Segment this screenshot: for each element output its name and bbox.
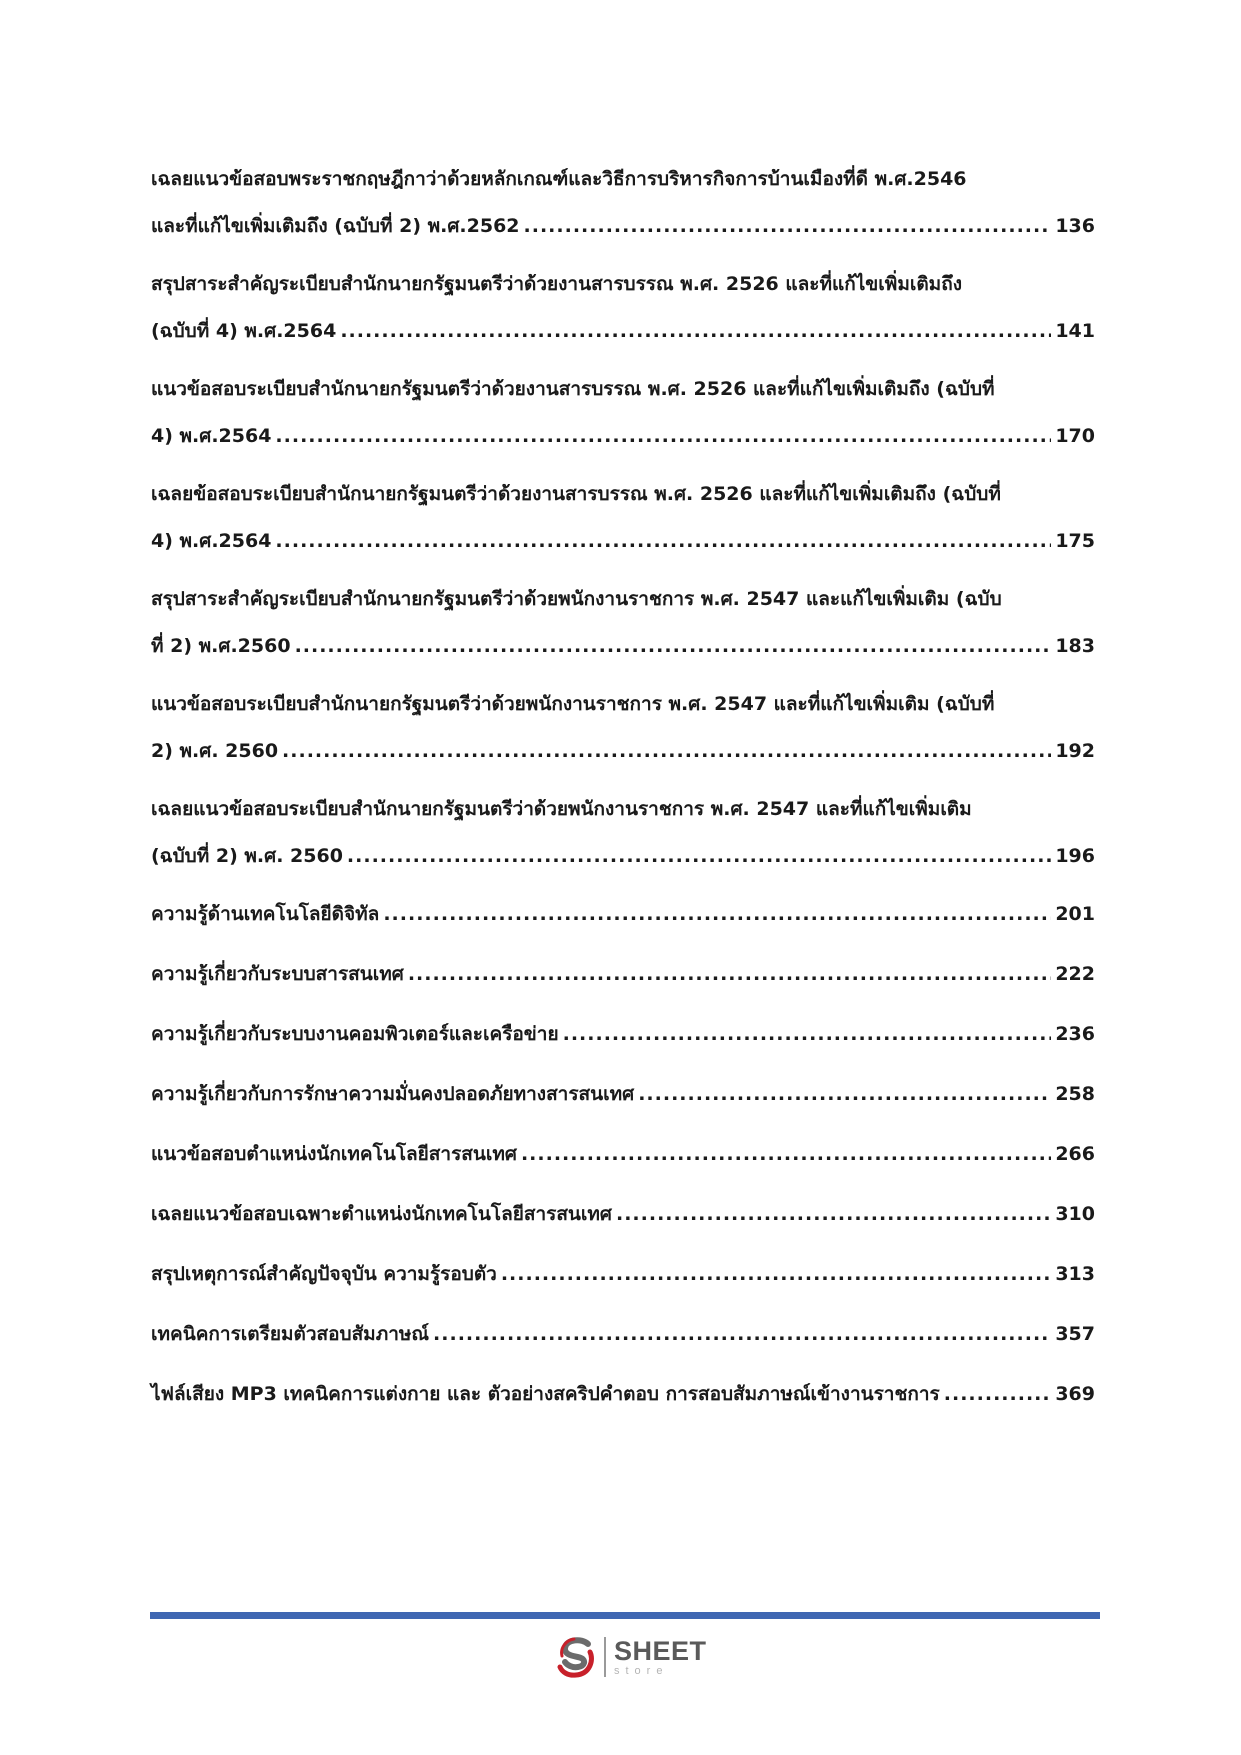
toc-entry[interactable] [151,156,1095,250]
toc-page-number: 196 [1055,845,1095,867]
sheet-store-s-icon [554,1634,600,1680]
toc-page-number: 266 [1055,1143,1095,1165]
toc-entry-title: ความรู้เกี่ยวกับระบบงานคอมพิวเตอร์และเครือข่าย [151,1023,559,1045]
dot-leader [340,308,1051,355]
toc-page-number: 357 [1055,1323,1095,1345]
toc-entry[interactable] [151,1071,1095,1118]
toc-entry[interactable] [151,951,1095,998]
toc-page-number: 192 [1055,740,1095,762]
toc-entry-title-cont: และที่แก้ไขเพิ่มเติมถึง (ฉบับที่ 2) พ.ศ.2562 [151,215,520,237]
dot-leader [408,951,1052,998]
toc-entry-title: แนวข้อสอบตำแหน่งนักเทคโนโลยีสารสนเทศ [151,1143,517,1165]
toc-entry-title-cont: 4) พ.ศ.2564 [151,530,272,552]
toc-entry[interactable] [151,1251,1095,1298]
toc-entry-title-cont: ที่ 2) พ.ศ.2560 [151,635,291,657]
toc-page-number: 313 [1055,1263,1095,1285]
toc-page-number: 136 [1055,215,1095,237]
toc-page-number: 310 [1055,1203,1095,1225]
toc-entry[interactable] [151,786,1095,880]
toc-entry-title: แนวข้อสอบระเบียบสำนักนายกรัฐมนตรีว่าด้วยพนักงานราชการ พ.ศ. 2547 และที่แก้ไขเพิ่มเติม (ฉบับที่ [151,693,995,715]
dot-leader [383,891,1051,938]
toc-entry[interactable] [151,261,1095,355]
toc-entry-title: ไฟล์เสียง MP3 เทคนิคการแต่งกาย และ ตัวอย่างสคริปคำตอบ การสอบสัมภาษณ์เข้างานราชการ [151,1383,940,1405]
dot-leader [521,1131,1051,1178]
dot-leader [638,1071,1051,1118]
toc-entry[interactable] [151,891,1095,938]
toc-entry-title: สรุปสาระสำคัญระเบียบสำนักนายกรัฐมนตรีว่าด้วยงานสารบรรณ พ.ศ. 2526 และที่แก้ไขเพิ่มเติมถึง [151,273,962,295]
logo-separator [604,1637,606,1677]
dot-leader [347,833,1051,880]
toc-entry-title: เฉลยแนวข้อสอบระเบียบสำนักนายกรัฐมนตรีว่าด้วยพนักงานราชการ พ.ศ. 2547 และที่แก้ไขเพิ่มเติม [151,798,972,820]
footer-divider [150,1612,1100,1619]
dot-leader [524,203,1052,250]
toc-page-number: 258 [1055,1083,1095,1105]
dot-leader [944,1371,1052,1418]
toc-entry-title-cont: 2) พ.ศ. 2560 [151,740,279,762]
dot-leader [275,518,1051,565]
toc-page-number: 236 [1055,1023,1095,1045]
toc-entry[interactable] [151,576,1095,670]
sheet-store-logo [554,1632,707,1682]
toc-page-number: 369 [1055,1383,1095,1405]
toc-page-number: 183 [1055,635,1095,657]
toc-entry[interactable] [151,1371,1095,1418]
toc-entry-title: ความรู้ด้านเทคโนโลยีดิจิทัล [151,903,380,925]
toc-page-number: 201 [1055,903,1095,925]
toc-entry-title: เฉลยแนวข้อสอบเฉพาะตำแหน่งนักเทคโนโลยีสารสนเทศ [151,1203,612,1225]
toc-page-number: 175 [1055,530,1095,552]
toc-entry[interactable] [151,1011,1095,1058]
toc-entry[interactable] [151,471,1095,565]
toc-entry-title: เฉลยข้อสอบระเบียบสำนักนายกรัฐมนตรีว่าด้วยงานสารบรรณ พ.ศ. 2526 และที่แก้ไขเพิ่มเติมถึง (ฉบับที่ [151,483,1001,505]
toc-entry[interactable] [151,1191,1095,1238]
toc-entry-title: สรุปสาระสำคัญระเบียบสำนักนายกรัฐมนตรีว่าด้วยพนักงานราชการ พ.ศ. 2547 และแก้ไขเพิ่มเติม (ฉบับ [151,588,1002,610]
table-of-contents [151,156,1095,1431]
toc-entry[interactable] [151,1311,1095,1358]
dot-leader [563,1011,1052,1058]
toc-page-number: 170 [1055,425,1095,447]
toc-entry[interactable] [151,366,1095,460]
logo-wordmark: SHEET [614,1635,707,1666]
dot-leader [295,623,1052,670]
toc-entry-title-cont: 4) พ.ศ.2564 [151,425,272,447]
dot-leader [616,1191,1051,1238]
toc-entry-title: ความรู้เกี่ยวกับระบบสารสนเทศ [151,963,404,985]
toc-entry-title: แนวข้อสอบระเบียบสำนักนายกรัฐมนตรีว่าด้วยงานสารบรรณ พ.ศ. 2526 และที่แก้ไขเพิ่มเติมถึง (ฉบับที่ [151,378,995,400]
dot-leader [275,413,1051,460]
toc-entry[interactable] [151,681,1095,775]
dot-leader [433,1311,1051,1358]
toc-entry-title: เฉลยแนวข้อสอบพระราชกฤษฎีกาว่าด้วยหลักเกณฑ์และวิธีการบริหารกิจการบ้านเมืองที่ดี พ.ศ.2546 [151,168,967,190]
toc-page-number: 222 [1055,963,1095,985]
toc-entry[interactable] [151,1131,1095,1178]
toc-entry-title: สรุปเหตุการณ์สำคัญปัจจุบัน ความรู้รอบตัว [151,1263,497,1285]
toc-entry-title: ความรู้เกี่ยวกับการรักษาความมั่นคงปลอดภัยทางสารสนเทศ [151,1083,635,1105]
dot-leader [282,728,1051,775]
toc-entry-title-cont: (ฉบับที่ 4) พ.ศ.2564 [151,320,337,342]
toc-entry-title: เทคนิคการเตรียมตัวสอบสัมภาษณ์ [151,1323,430,1345]
logo-subtitle: store [614,1664,669,1677]
dot-leader [501,1251,1051,1298]
toc-entry-title-cont: (ฉบับที่ 2) พ.ศ. 2560 [151,845,343,867]
toc-page-number: 141 [1055,320,1095,342]
